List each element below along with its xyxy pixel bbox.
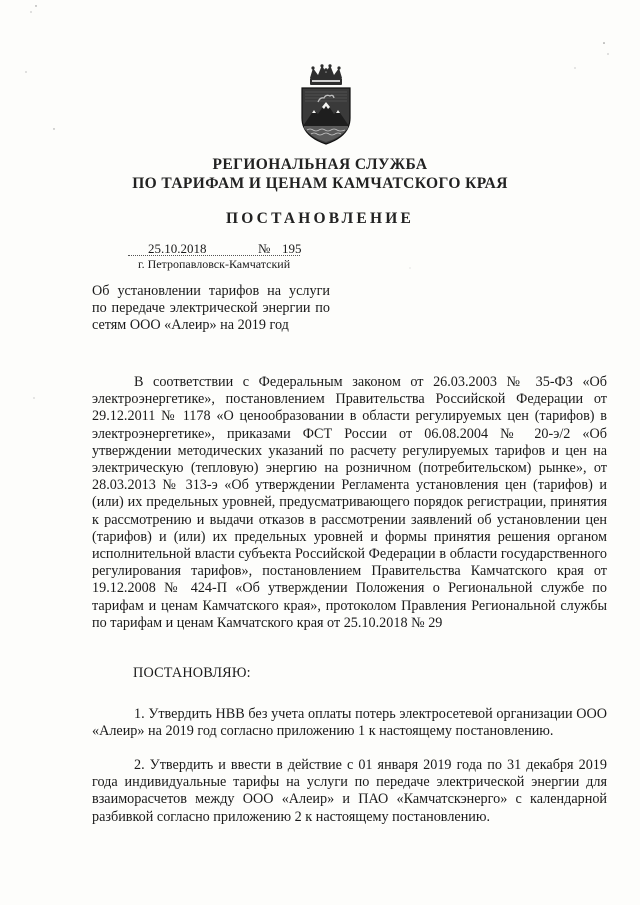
header-dotted-line — [128, 255, 300, 256]
kamchatka-coat-of-arms-icon — [296, 64, 356, 146]
preamble-paragraph: В соответствии с Федеральным законом от 26.03.2003 № 35-ФЗ «Об электроэнергетике», постановлением Правительства Российской Федерации от 29.12.2011 № 1178 «О ценообразовании в области регулируемых цен (тарифов) в электроэнергетике», приказами ФСТ России от 06.08.2004 № 20-э/2 «Об утверждении методических указаний по расчету регулируемых тарифов и цен на электрическую (тепловую) энергию на розничном (потребительском) рынке», от 28.03.2013 № 313-э «Об утверждении Регламента установления цен (тарифов) и (или) их предельных уровней, предусматривающего порядок регистрации, принятия к рассмотрению и выдачи отказов в рассмотрении заявлений об установлении цен (тарифов) и (или) их предельных уровней и формы принятия решения органом исполнительной власти субъекта Российской Федерации в области государственного регулирования тарифов», постановлением Правительства Камчатского края от 19.12.2008 № 424-П «Об утверждении Положения о Региональной службе по тарифам и ценам Камчатского края», протоколом Правления Региональной службы по тарифам и ценам Камчатского края от 25.10.2018 № 29 — [92, 374, 607, 631]
organization-name-line-1: РЕГИОНАЛЬНАЯ СЛУЖБА — [212, 156, 428, 173]
document-type-title: ПОСТАНОВЛЕНИЕ — [225, 210, 415, 227]
organization-name-line-2: ПО ТАРИФАМ И ЦЕНАМ КАМЧАТСКОГО КРАЯ — [132, 175, 508, 192]
resolution-item-1: 1. Утвердить НВВ без учета оплаты потерь электросетевой организации ООО «Алеир» на 2019 год согласно приложению 1 к настоящему постановлению. — [92, 706, 607, 740]
document-date: 25.10.2018 — [148, 241, 207, 256]
document-place: г. Петропавловск-Камчатский — [138, 257, 291, 271]
resolution-item-2: 2. Утвердить и ввести в действие с 01 января 2019 года по 31 декабря 2019 года индивидуальные тарифы на услуги по передаче электрической энергии для взаиморасчетов между ООО «Алеир» и ПАО «Камчатскэнерго» с календарной разбивкой согласно приложению 2 к настоящему постановлению. — [92, 757, 607, 825]
document-number: 195 — [282, 241, 302, 256]
document-number-sign: № — [258, 241, 271, 256]
decree-heading: ПОСТАНОВЛЯЮ: — [133, 665, 251, 681]
document-subject: Об установлении тарифов на услуги по передаче электрической энергии по сетям ООО «Алеир» на 2019 год — [92, 283, 330, 333]
